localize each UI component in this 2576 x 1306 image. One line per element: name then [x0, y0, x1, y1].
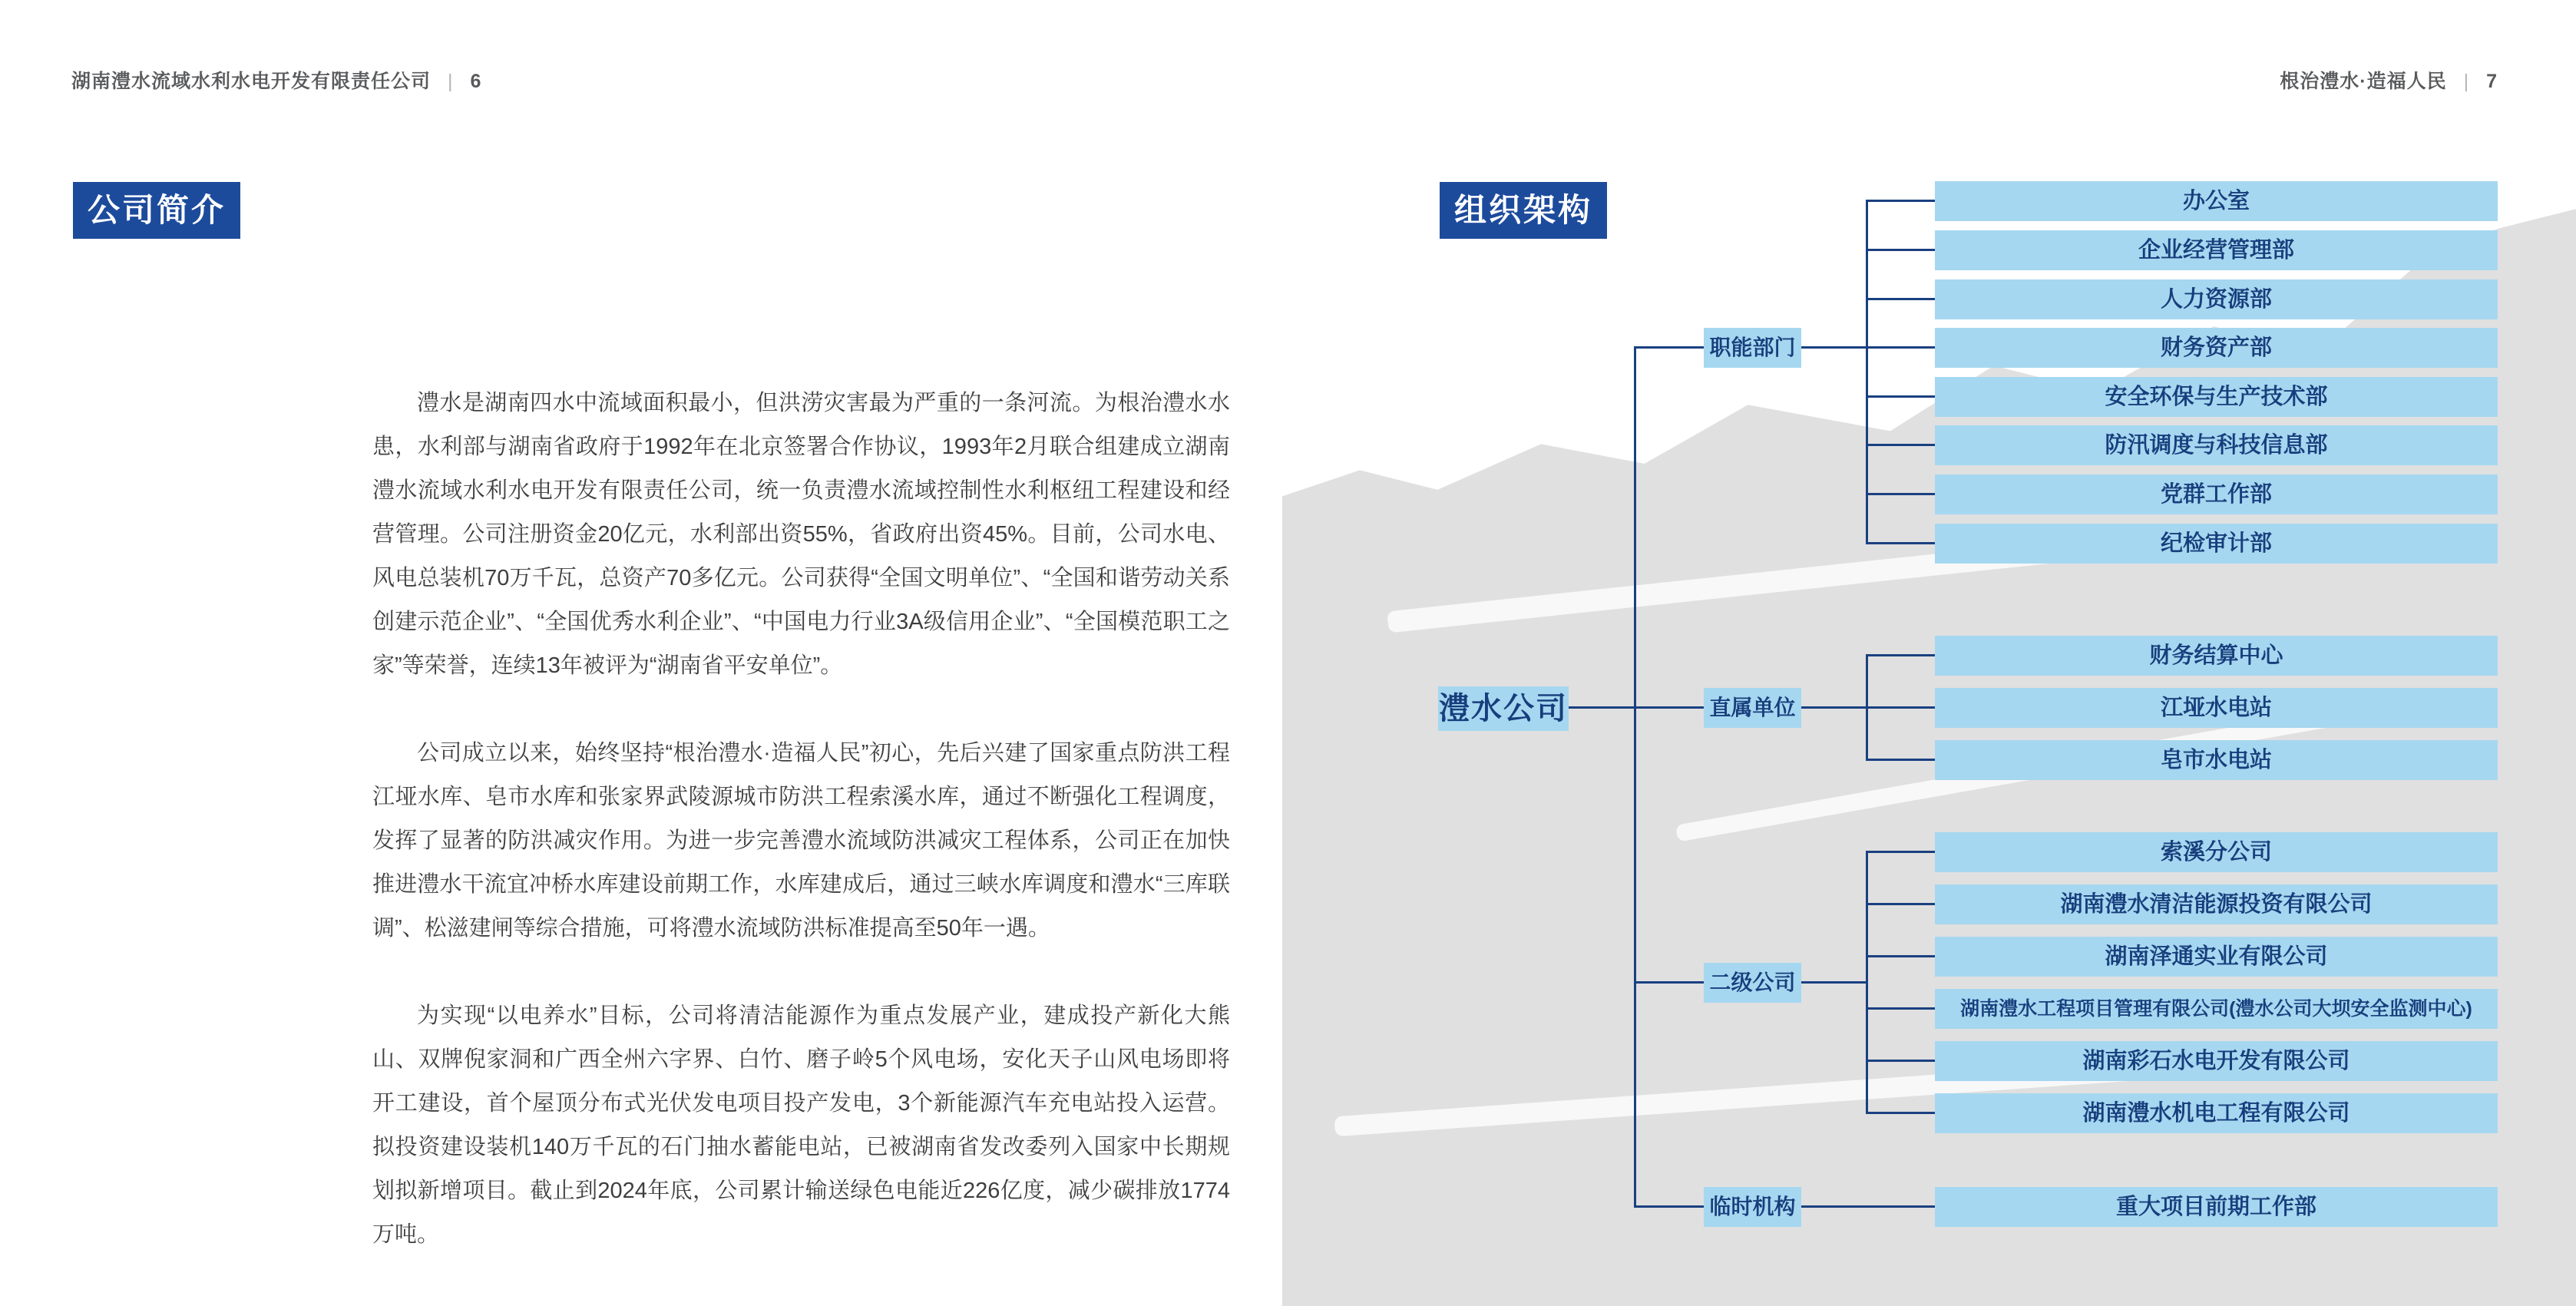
connector-line: [1867, 444, 1935, 446]
org-child-node: 办公室: [1935, 181, 2498, 221]
org-child-node: 江垭水电站: [1935, 688, 2498, 728]
org-child-node: 湖南泽通实业有限公司: [1935, 937, 2498, 977]
connector-line: [1801, 346, 1867, 349]
connector-line: [1867, 903, 1935, 905]
slogan: 根治澧水·造福人民: [2280, 71, 2447, 92]
page-number-left: 6: [470, 71, 482, 92]
intro-paragraph: 澧水是湖南四水中流域面积最小，但洪涝灾害最为严重的一条河流。为根治澧水水患，水利部与湖南省政府于1992年在北京签署合作协议，1993年2月联合组建成立湖南澧水流域水利水电开发有限责任公司，统一负责澧水流域控制性水利枢纽工程建设和经营管理。公司注册资金20亿元，水利部出资55%，省政府出资45%。目前，公司水电、风电总装机70万千瓦，总资产70多亿元。公司获得“全国文明单位”、“全国和谐劳动关系创建示范企业”、“全国优秀水利企业”、“中国电力行业3A级信用企业”、“全国模范职工之家”等荣誉，连续13年被评为“湖南省平安单位”。: [372, 391, 1230, 678]
connector-line: [1801, 706, 1867, 709]
connector-line: [1801, 1205, 1935, 1208]
org-child-node: 企业经营管理部: [1935, 230, 2498, 270]
org-group-node: 职能部门: [1704, 328, 1801, 368]
section-title-company-profile: 公司简介: [73, 182, 240, 239]
org-child-node: 党群工作部: [1935, 474, 2498, 514]
intro-paragraph: 为实现“以电养水”目标，公司将清洁能源作为重点发展产业，建成投产新化大熊山、双牌倪家洞和广西全州六字界、白竹、磨子岭5个风电场，安化天子山风电场即将开工建设，首个屋顶分布式光伏发电项目投产发电，3个新能源汽车充电站投入运营。拟投资建设装机140万千瓦的石门抽水蓄能电站，已被湖南省发改委列入国家中长期规划拟新增项目。截止到2024年底，公司累计输送绿色电能近226亿度，减少碳排放1774万吨。: [372, 1003, 1230, 1247]
org-group-node: 直属单位: [1704, 688, 1801, 728]
org-child-node: 防汛调度与科技信息部: [1935, 425, 2498, 465]
connector-line: [1867, 346, 1935, 349]
connector-line: [1867, 955, 1935, 957]
intro-paragraph: 公司成立以来，始终坚持“根治澧水·造福人民”初心，先后兴建了国家重点防洪工程江垭水库、皂市水库和张家界武陵源城市防洪工程索溪水库，通过不断强化工程调度，发挥了显著的防洪减灾作用。为进一步完善澧水流域防洪减灾工程体系，公司正在加快推进澧水干流宜冲桥水库建设前期工作，水库建成后，通过三峡水库调度和澧水“三库联调”、松滋建闸等综合措施，可将澧水流域防洪标准提高至50年一遇。: [372, 741, 1230, 941]
page-number-right: 7: [2486, 71, 2498, 92]
org-child-node: 索溪分公司: [1935, 832, 2498, 872]
org-child-node: 人力资源部: [1935, 279, 2498, 319]
connector-line: [1867, 493, 1935, 495]
org-child-node: 湖南澧水机电工程有限公司: [1935, 1093, 2498, 1133]
header-separator: |: [2463, 71, 2470, 92]
connector-line: [1635, 981, 1704, 984]
org-child-node: 皂市水电站: [1935, 740, 2498, 780]
header-separator: |: [448, 71, 454, 92]
left-page-header: [71, 66, 481, 94]
org-child-node: 湖南彩石水电开发有限公司: [1935, 1041, 2498, 1081]
connector-line: [1635, 346, 1704, 349]
connector-line: [1867, 249, 1935, 251]
connector-line: [1867, 654, 1935, 656]
org-child-node: 纪检审计部: [1935, 524, 2498, 564]
org-root-node: 澧水公司: [1438, 686, 1569, 731]
connector-line: [1867, 851, 1935, 853]
connector-line: [1801, 981, 1867, 984]
org-child-node: 安全环保与生产技术部: [1935, 377, 2498, 417]
org-child-node: 重大项目前期工作部: [1935, 1187, 2498, 1227]
connector-line: [1867, 395, 1935, 398]
connector-line: [1867, 200, 1935, 202]
connector-line: [1867, 1060, 1935, 1062]
section-title-org-structure: 组织架构: [1440, 182, 1607, 239]
connector-line: [1866, 851, 1868, 1114]
org-group-node: 二级公司: [1704, 963, 1801, 1003]
connector-line: [1867, 759, 1935, 761]
org-child-node: 湖南澧水清洁能源投资有限公司: [1935, 884, 2498, 924]
company-name: 湖南澧水流域水利水电开发有限责任公司: [71, 71, 432, 92]
org-child-node: 财务结算中心: [1935, 636, 2498, 676]
connector-line: [1867, 298, 1935, 300]
right-page-header: [2280, 66, 2498, 94]
connector-line: [1867, 1112, 1935, 1114]
connector-line: [1635, 1205, 1704, 1208]
connector-line: [1867, 706, 1935, 709]
connector-line: [1635, 706, 1704, 709]
connector-line: [1867, 1007, 1935, 1010]
connector-line: [1867, 542, 1935, 544]
org-group-node: 临时机构: [1704, 1187, 1801, 1227]
org-child-node: 财务资产部: [1935, 328, 2498, 368]
connector-line: [1634, 346, 1636, 1208]
org-child-node: 湖南澧水工程项目管理有限公司(澧水公司大坝安全监测中心): [1935, 989, 2498, 1029]
